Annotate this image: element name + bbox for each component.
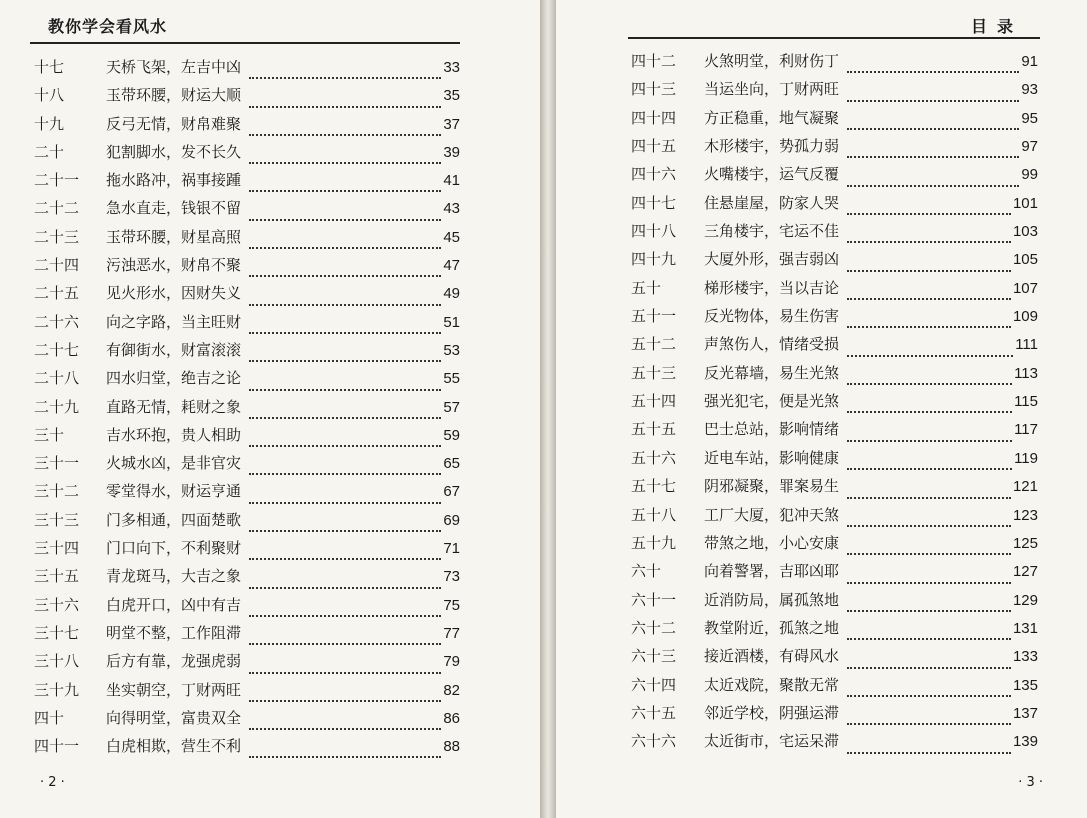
entry-number: 四十: [34, 708, 65, 727]
toc-entry[interactable]: [34, 480, 460, 508]
toc-entry[interactable]: [631, 220, 1038, 248]
entry-number: 四十三: [631, 80, 677, 99]
dot-leader: [249, 247, 441, 249]
toc-entry[interactable]: [34, 707, 460, 735]
dot-leader: [249, 756, 441, 758]
toc-entry[interactable]: [34, 56, 460, 84]
entry-number: 二十九: [34, 397, 80, 416]
toc-entry[interactable]: [34, 679, 460, 707]
entry-page-number: 82: [443, 681, 460, 699]
entry-title: 反弓无情，财帛难聚: [106, 114, 242, 133]
entry-number: 四十二: [631, 52, 677, 70]
entry-title: 声煞伤人，情绪受损: [704, 335, 840, 354]
entry-number: 五十: [631, 278, 662, 297]
entry-number: 五十六: [631, 448, 677, 467]
entry-page-number: 45: [443, 228, 460, 246]
running-header: 教你学会看风水: [48, 17, 168, 36]
entry-number: 五十一: [631, 307, 677, 326]
entry-number: 二十八: [34, 369, 80, 388]
entry-number: 六十一: [631, 590, 677, 609]
toc-entry[interactable]: [34, 594, 460, 622]
entry-title: 木形楼宇，势孤力弱: [704, 137, 840, 156]
entry-page-number: 123: [1012, 506, 1038, 524]
dot-leader: [847, 440, 1012, 442]
dot-leader: [249, 728, 441, 730]
entry-number: 三十九: [34, 680, 80, 699]
entry-page-number: 73: [443, 568, 460, 586]
entry-title: 住悬崖屋，防家人哭: [704, 193, 840, 212]
entry-page-number: 103: [1012, 223, 1038, 241]
toc-entry[interactable]: [631, 504, 1038, 532]
dot-leader: [249, 389, 441, 391]
dot-leader: [249, 445, 441, 447]
toc-entry[interactable]: [631, 248, 1038, 276]
entry-title: 青龙斑马，大吉之象: [106, 567, 242, 586]
entry-number: 三十七: [34, 623, 80, 642]
entry-page-number: 93: [1021, 81, 1038, 99]
entry-number: 六十三: [631, 647, 677, 666]
toc-entry[interactable]: [34, 622, 460, 650]
dot-leader: [249, 190, 441, 192]
entry-page-number: 111: [1015, 336, 1038, 354]
entry-page-number: 105: [1012, 251, 1038, 269]
entry-title: 零堂得水，财运亨通: [106, 482, 242, 501]
entry-number: 二十二: [34, 199, 80, 218]
entry-title: 直路无情，耗财之象: [106, 397, 242, 416]
entry-title: 向着警署，吉耶凶耶: [704, 562, 840, 581]
dot-leader: [249, 530, 441, 532]
entry-page-number: 127: [1012, 563, 1038, 581]
header-rule: [628, 37, 1040, 39]
entry-number: 六十四: [631, 675, 677, 694]
entry-page-number: 47: [443, 257, 460, 275]
entry-number: 三十: [34, 425, 65, 444]
entry-title: 急水直走，钱银不留: [106, 199, 242, 218]
entry-title: 污浊恶水，财帛不聚: [106, 256, 242, 275]
entry-page-number: 57: [443, 398, 460, 416]
entry-title: 有御街水，财富滚滚: [106, 340, 242, 359]
entry-number: 三十一: [34, 454, 80, 473]
toc-entry[interactable]: [631, 192, 1038, 220]
entry-number: 四十六: [631, 165, 677, 184]
toc-entry[interactable]: [631, 362, 1038, 390]
dot-leader: [249, 672, 441, 674]
toc-entry[interactable]: [34, 537, 460, 565]
entry-number: 四十八: [631, 222, 677, 241]
entry-title: 三角楼宇，宅运不佳: [704, 222, 840, 241]
dot-leader: [249, 558, 441, 560]
entry-page-number: 91: [1021, 53, 1038, 70]
toc-entry[interactable]: [631, 418, 1038, 446]
entry-title: 白虎开口，凶中有吉: [106, 595, 242, 614]
entry-number: 三十五: [34, 567, 80, 586]
entry-number: 五十五: [631, 420, 677, 439]
toc-list: [631, 50, 1038, 759]
dot-leader: [249, 643, 441, 645]
toc-entry[interactable]: [34, 735, 460, 763]
dot-leader: [249, 615, 441, 617]
dot-leader: [847, 213, 1011, 215]
entry-title: 近消防局，属孤煞地: [704, 590, 840, 609]
entry-page-number: 37: [443, 115, 460, 133]
entry-number: 二十: [34, 142, 65, 161]
toc-entry[interactable]: [34, 141, 460, 169]
toc-entry[interactable]: [34, 650, 460, 678]
toc-entry[interactable]: [34, 565, 460, 593]
entry-page-number: 107: [1012, 279, 1038, 297]
entry-number: 四十一: [34, 737, 80, 756]
entry-page-number: 67: [443, 483, 460, 501]
entry-title: 反光物体，易生伤害: [704, 307, 840, 326]
entry-number: 二十一: [34, 171, 80, 190]
dot-leader: [249, 473, 441, 475]
entry-page-number: 49: [443, 285, 460, 303]
entry-title: 当运坐向，丁财两旺: [704, 80, 840, 99]
entry-title: 拖水路冲，祸事接踵: [106, 171, 242, 190]
entry-page-number: 115: [1014, 393, 1038, 411]
toc-entry[interactable]: [34, 509, 460, 537]
entry-title: 门多相通，四面楚歌: [106, 510, 242, 529]
entry-title: 火嘴楼宇，运气反覆: [704, 165, 840, 184]
dot-leader: [847, 667, 1011, 669]
dot-leader: [847, 71, 1019, 73]
dot-leader: [847, 383, 1012, 385]
entry-title: 火城水凶，是非官灾: [106, 454, 242, 473]
toc-entry[interactable]: [34, 367, 460, 395]
entry-page-number: 43: [443, 200, 460, 218]
toc-entry[interactable]: [34, 226, 460, 254]
toc-entry[interactable]: [631, 305, 1038, 333]
entry-title: 玉带环腰，财星高照: [106, 227, 242, 246]
entry-title: 教堂附近，孤煞之地: [704, 618, 840, 637]
toc-entry[interactable]: [34, 169, 460, 197]
dot-leader: [847, 610, 1011, 612]
entry-number: 六十六: [631, 732, 677, 751]
entry-number: 六十二: [631, 618, 677, 637]
page-number: · 3 ·: [1018, 775, 1043, 790]
entry-number: 三十六: [34, 595, 80, 614]
toc-entry[interactable]: [631, 589, 1038, 617]
toc-list: [34, 56, 460, 763]
entry-title: 向之字路，当主旺财: [106, 312, 242, 331]
dot-leader: [847, 298, 1011, 300]
toc-entry[interactable]: [631, 107, 1038, 135]
entry-number: 五十二: [631, 335, 677, 354]
dot-leader: [847, 638, 1011, 640]
entry-title: 方正稳重，地气凝聚: [704, 108, 840, 127]
dot-leader: [847, 468, 1012, 470]
entry-page-number: 125: [1012, 534, 1038, 552]
dot-leader: [847, 100, 1019, 102]
entry-number: 十七: [34, 58, 65, 76]
entry-page-number: 35: [443, 87, 460, 105]
toc-entry[interactable]: [34, 452, 460, 480]
toc-entry[interactable]: [34, 282, 460, 310]
dot-leader: [847, 582, 1011, 584]
dot-leader: [249, 77, 441, 79]
toc-entry[interactable]: [34, 113, 460, 141]
entry-page-number: 131: [1012, 619, 1038, 637]
page-number: · 2 ·: [40, 775, 65, 790]
toc-entry[interactable]: [631, 702, 1038, 730]
entry-page-number: 113: [1014, 364, 1038, 382]
entry-page-number: 55: [443, 370, 460, 388]
dot-leader: [847, 723, 1011, 725]
entry-number: 二十三: [34, 227, 80, 246]
entry-page-number: 41: [443, 172, 460, 190]
entry-page-number: 51: [443, 313, 460, 331]
entry-title: 犯割脚水，发不长久: [106, 142, 242, 161]
toc-entry[interactable]: [631, 532, 1038, 560]
entry-title: 见火形水，因财失义: [106, 284, 242, 303]
dot-leader: [249, 275, 441, 277]
toc-entry[interactable]: [631, 390, 1038, 418]
entry-number: 五十九: [631, 533, 677, 552]
left-page: [0, 0, 540, 818]
entry-page-number: 133: [1012, 648, 1038, 666]
entry-page-number: 53: [443, 341, 460, 359]
entry-page-number: 65: [443, 455, 460, 473]
toc-entry[interactable]: [631, 78, 1038, 106]
toc-entry[interactable]: [34, 254, 460, 282]
dot-leader: [249, 587, 441, 589]
entry-page-number: 59: [443, 426, 460, 444]
entry-title: 强光犯宅，便是光煞: [704, 392, 840, 411]
entry-page-number: 95: [1021, 109, 1038, 127]
entry-number: 四十四: [631, 108, 677, 127]
entry-page-number: 88: [443, 738, 460, 756]
entry-page-number: 121: [1012, 478, 1038, 496]
header-rule: [30, 42, 460, 44]
entry-number: 五十七: [631, 477, 677, 496]
toc-entry[interactable]: [34, 311, 460, 339]
entry-title: 玉带环腰，财运大顺: [106, 86, 242, 105]
entry-title: 近电车站，影响健康: [704, 448, 840, 467]
toc-entry[interactable]: [631, 135, 1038, 163]
entry-page-number: 109: [1012, 308, 1038, 326]
dot-leader: [847, 525, 1011, 527]
entry-page-number: 139: [1012, 733, 1038, 751]
entry-number: 十八: [34, 86, 65, 105]
entry-page-number: 69: [443, 511, 460, 529]
entry-title: 向得明堂，富贵双全: [106, 708, 242, 727]
entry-number: 五十四: [631, 392, 677, 411]
entry-page-number: 75: [443, 596, 460, 614]
entry-title: 太近戏院，聚散无常: [704, 675, 840, 694]
entry-title: 火煞明堂，利财伤丁: [704, 52, 840, 70]
entry-title: 门口向下，不利聚财: [106, 539, 242, 558]
entry-title: 后方有靠，龙强虎弱: [106, 652, 242, 671]
entry-number: 二十四: [34, 256, 80, 275]
dot-leader: [249, 219, 441, 221]
toc-entry[interactable]: [631, 50, 1038, 78]
dot-leader: [847, 128, 1019, 130]
dot-leader: [249, 304, 441, 306]
toc-entry[interactable]: [631, 730, 1038, 758]
entry-number: 四十九: [631, 250, 677, 269]
toc-entry[interactable]: [34, 84, 460, 112]
entry-page-number: 71: [443, 540, 460, 558]
dot-leader: [847, 695, 1011, 697]
toc-entry[interactable]: [34, 339, 460, 367]
entry-number: 五十三: [631, 363, 677, 382]
toc-entry[interactable]: [34, 197, 460, 225]
entry-page-number: 97: [1021, 138, 1038, 156]
dot-leader: [847, 326, 1011, 328]
entry-page-number: 117: [1014, 421, 1038, 439]
entry-number: 三十三: [34, 510, 80, 529]
entry-page-number: 135: [1012, 676, 1038, 694]
entry-number: 三十八: [34, 652, 80, 671]
entry-page-number: 86: [443, 709, 460, 727]
entry-number: 十九: [34, 114, 65, 133]
entry-title: 接近酒楼，有碍风水: [704, 647, 840, 666]
dot-leader: [847, 156, 1019, 158]
toc-entry[interactable]: [631, 645, 1038, 673]
toc-entry[interactable]: [631, 163, 1038, 191]
entry-number: 二十五: [34, 284, 80, 303]
entry-title: 大厦外形，强吉弱凶: [704, 250, 840, 269]
dot-leader: [847, 355, 1013, 357]
entry-title: 邻近学校，阴强运滞: [704, 703, 840, 722]
entry-title: 明堂不整，工作阻滞: [106, 623, 242, 642]
entry-number: 四十五: [631, 137, 677, 156]
dot-leader: [249, 360, 441, 362]
entry-title: 反光幕墙，易生光煞: [704, 363, 840, 382]
toc-entry[interactable]: [631, 674, 1038, 702]
entry-title: 工厂大厦，犯冲天煞: [704, 505, 840, 524]
dot-leader: [847, 185, 1019, 187]
dot-leader: [249, 134, 441, 136]
dot-leader: [249, 162, 441, 164]
entry-title: 阴邪凝聚，罪案易生: [704, 477, 840, 496]
entry-page-number: 77: [443, 624, 460, 642]
entry-title: 天桥飞架，左吉中凶: [106, 58, 242, 76]
dot-leader: [847, 411, 1012, 413]
entry-title: 坐实朝空，丁财两旺: [106, 680, 242, 699]
book-gutter: [540, 0, 556, 818]
toc-entry[interactable]: [631, 447, 1038, 475]
entry-title: 带煞之地，小心安康: [704, 533, 840, 552]
toc-entry[interactable]: [631, 333, 1038, 361]
toc-entry[interactable]: [631, 560, 1038, 588]
entry-number: 五十八: [631, 505, 677, 524]
entry-page-number: 137: [1012, 704, 1038, 722]
dot-leader: [847, 241, 1011, 243]
entry-number: 三十四: [34, 539, 80, 558]
entry-title: 吉水环抱，贵人相助: [106, 425, 242, 444]
dot-leader: [847, 270, 1011, 272]
dot-leader: [847, 553, 1011, 555]
entry-title: 巴士总站，影响情绪: [704, 420, 840, 439]
entry-page-number: 39: [443, 143, 460, 161]
dot-leader: [249, 417, 441, 419]
right-page: [556, 0, 1087, 818]
entry-title: 四水归堂，绝吉之论: [106, 369, 242, 388]
entry-title: 梯形楼宇，当以吉论: [704, 278, 840, 297]
dot-leader: [249, 700, 441, 702]
entry-page-number: 79: [443, 653, 460, 671]
toc-entry[interactable]: [34, 396, 460, 424]
running-header: 目录: [970, 17, 1023, 36]
dot-leader: [249, 502, 441, 504]
entry-number: 二十七: [34, 340, 80, 359]
toc-entry[interactable]: [631, 617, 1038, 645]
toc-entry[interactable]: [631, 475, 1038, 503]
dot-leader: [847, 497, 1011, 499]
dot-leader: [847, 752, 1011, 754]
entry-title: 太近街市，宅运呆滞: [704, 732, 840, 751]
entry-title: 白虎相欺，营生不利: [106, 737, 242, 756]
entry-page-number: 99: [1021, 166, 1038, 184]
entry-number: 四十七: [631, 193, 677, 212]
entry-page-number: 33: [443, 59, 460, 76]
toc-entry[interactable]: [34, 424, 460, 452]
entry-page-number: 101: [1012, 194, 1038, 212]
entry-page-number: 129: [1012, 591, 1038, 609]
entry-page-number: 119: [1014, 449, 1038, 467]
dot-leader: [249, 106, 441, 108]
entry-number: 六十: [631, 562, 662, 581]
entry-number: 三十二: [34, 482, 80, 501]
entry-number: 二十六: [34, 312, 80, 331]
entry-number: 六十五: [631, 703, 677, 722]
toc-entry[interactable]: [631, 277, 1038, 305]
dot-leader: [249, 332, 441, 334]
